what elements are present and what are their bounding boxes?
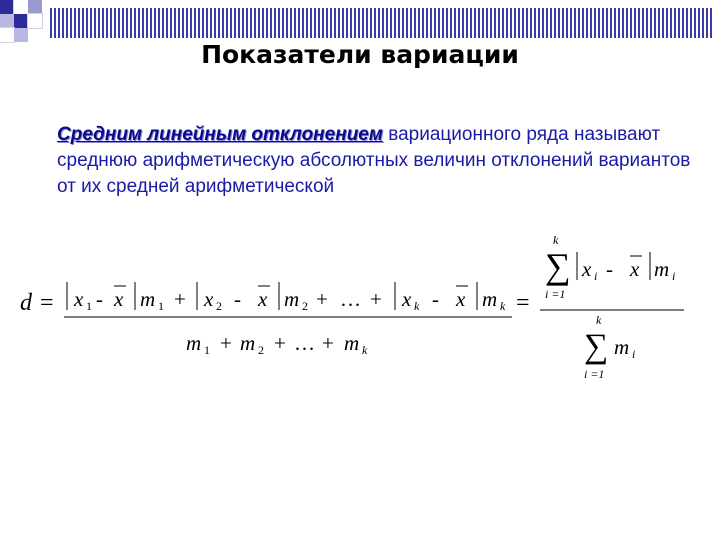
num-xbar-2: x bbox=[258, 287, 268, 311]
num-xk-sub: k bbox=[414, 299, 420, 313]
num-minus-2: - bbox=[234, 287, 241, 311]
den-mk: m bbox=[344, 331, 360, 355]
sigma-xi-sub: i bbox=[594, 269, 598, 283]
header-stripe-bar bbox=[50, 8, 714, 38]
sigma-bottom-upper: k bbox=[596, 313, 602, 327]
num-plus-2: + bbox=[316, 287, 328, 311]
sigma-denominator bbox=[584, 313, 635, 381]
num-mk: m bbox=[482, 287, 498, 311]
num-x1: x bbox=[74, 287, 84, 311]
sigma-bottom-mi: m bbox=[614, 335, 630, 359]
num-mk-sub: k bbox=[500, 299, 506, 313]
formula-lhs: d bbox=[20, 290, 32, 316]
num-xbar-k: x bbox=[456, 287, 466, 311]
sigma-bottom-mi-sub: i bbox=[632, 347, 636, 361]
num-m2-sub: 2 bbox=[302, 299, 308, 313]
den-plus-2: + bbox=[274, 331, 286, 355]
formula-denominator bbox=[186, 331, 368, 357]
definition-text: вариационного ряда называют среднюю арифметическую абсолютных величин отклонений вариантов от их средней арифметической bbox=[57, 124, 691, 197]
den-m2-sub: 2 bbox=[258, 343, 264, 357]
sigma-xi: x bbox=[582, 257, 592, 281]
formula bbox=[0, 220, 720, 400]
num-plus-1: + bbox=[174, 287, 186, 311]
sigma-top-lower: i =1 bbox=[545, 287, 566, 301]
num-minus-3: - bbox=[432, 287, 439, 311]
num-m1-sub: 1 bbox=[158, 299, 164, 313]
den-m2: m bbox=[240, 331, 256, 355]
formula-numerator bbox=[67, 282, 506, 313]
sigma-bottom-lower: i =1 bbox=[584, 367, 605, 381]
sigma-mi: m bbox=[654, 257, 670, 281]
den-plus-1: + bbox=[220, 331, 232, 355]
definition-paragraph bbox=[57, 122, 697, 200]
num-xk: x bbox=[402, 287, 412, 311]
slide-title: Показатели вариации bbox=[201, 40, 519, 69]
sigma-minus: - bbox=[606, 257, 613, 281]
num-ellipsis: … bbox=[340, 287, 361, 311]
formula-equals-1: = bbox=[40, 290, 54, 316]
sigma-bottom-icon: ∑ bbox=[584, 328, 609, 365]
sigma-xbar: x bbox=[630, 257, 640, 281]
den-mk-sub: k bbox=[362, 343, 368, 357]
sigma-numerator bbox=[545, 233, 675, 301]
den-m1: m bbox=[186, 331, 202, 355]
sigma-mi-sub: i bbox=[672, 269, 676, 283]
num-plus-3: + bbox=[370, 287, 382, 311]
den-ellipsis: … bbox=[294, 331, 315, 355]
num-xbar-1: x bbox=[114, 287, 124, 311]
num-minus-1: - bbox=[96, 287, 103, 311]
num-x2-sub: 2 bbox=[216, 299, 222, 313]
num-x1-sub: 1 bbox=[86, 299, 92, 313]
formula-equals-2: = bbox=[516, 290, 530, 316]
num-m2: m bbox=[284, 287, 300, 311]
num-m1: m bbox=[140, 287, 156, 311]
sigma-top-upper: k bbox=[553, 233, 559, 247]
den-plus-3: + bbox=[322, 331, 334, 355]
definition-term: Средним линейным отклонением bbox=[57, 124, 383, 145]
den-m1-sub: 1 bbox=[204, 343, 210, 357]
sigma-top-icon: ∑ bbox=[545, 246, 571, 286]
num-x2: x bbox=[204, 287, 214, 311]
